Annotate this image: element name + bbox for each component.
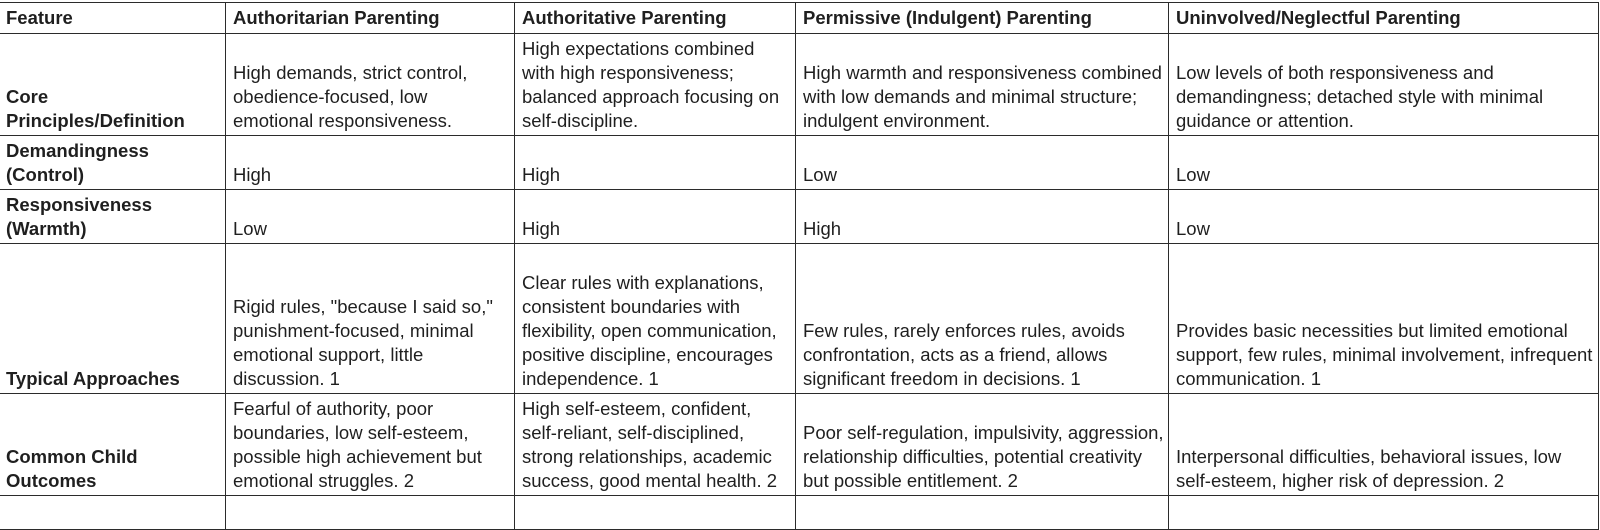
table-cell [226,496,515,530]
header-cell-permissive: Permissive (Indulgent) Parenting [796,3,1169,34]
table-cell: High warmth and responsiveness combined with low demands and minimal structure; indulgent environment. [796,34,1169,136]
table-cell: High [796,190,1169,244]
table-cell: High expectations combined with high responsiveness; balanced approach focusing on self-discipline. [515,34,796,136]
table-cell: High [226,136,515,190]
table-cell: Clear rules with explanations, consistent boundaries with flexibility, open communication, positive discipline, encourages independence. 1 [515,244,796,394]
table-row [0,34,1599,136]
header-cell-uninvolved: Uninvolved/Neglectful Parenting [1169,3,1599,34]
table-cell: Provides basic necessities but limited emotional support, few rules, minimal involvement, infrequent communication. 1 [1169,244,1599,394]
row-label-core-principles: Core Principles/Definition [0,34,226,136]
table-cell: Low levels of both responsiveness and demandingness; detached style with minimal guidance or attention. [1169,34,1599,136]
header-row [0,3,1599,34]
table-cell [0,496,226,530]
row-label-typical-approaches: Typical Approaches [0,244,226,394]
header-cell-feature: Feature [0,3,226,34]
table-cell: High self-esteem, confident, self-reliant, self-disciplined, strong relationships, academic success, good mental health. 2 [515,394,796,496]
table-row [0,190,1599,244]
table-cell: Low [1169,190,1599,244]
table-cell [515,496,796,530]
header-cell-authoritative: Authoritative Parenting [515,3,796,34]
row-label-child-outcomes: Common Child Outcomes [0,394,226,496]
table-cell: Low [1169,136,1599,190]
table-cell [796,496,1169,530]
table-row [0,394,1599,496]
table-cell: Low [796,136,1169,190]
table-cell: High [515,190,796,244]
table-cell: Few rules, rarely enforces rules, avoids confrontation, acts as a friend, allows significant freedom in decisions. 1 [796,244,1169,394]
table-cell: High [515,136,796,190]
table-cell: Fearful of authority, poor boundaries, low self-esteem, possible high achievement but emotional struggles. 2 [226,394,515,496]
table-row-partial [0,496,1599,530]
table-cell: Poor self-regulation, impulsivity, aggression, relationship difficulties, potential creativity but possible entitlement. 2 [796,394,1169,496]
table-cell: Rigid rules, "because I said so," punishment-focused, minimal emotional support, little discussion. 1 [226,244,515,394]
table-cell: High demands, strict control, obedience-focused, low emotional responsiveness. [226,34,515,136]
parenting-styles-table [0,2,1599,530]
table-cell: Interpersonal difficulties, behavioral issues, low self-esteem, higher risk of depression. 2 [1169,394,1599,496]
table-row [0,244,1599,394]
row-label-responsiveness: Responsiveness (Warmth) [0,190,226,244]
table-row [0,136,1599,190]
table-cell [1169,496,1599,530]
row-label-demandingness: Demandingness (Control) [0,136,226,190]
table-cell: Low [226,190,515,244]
header-cell-authoritarian: Authoritarian Parenting [226,3,515,34]
